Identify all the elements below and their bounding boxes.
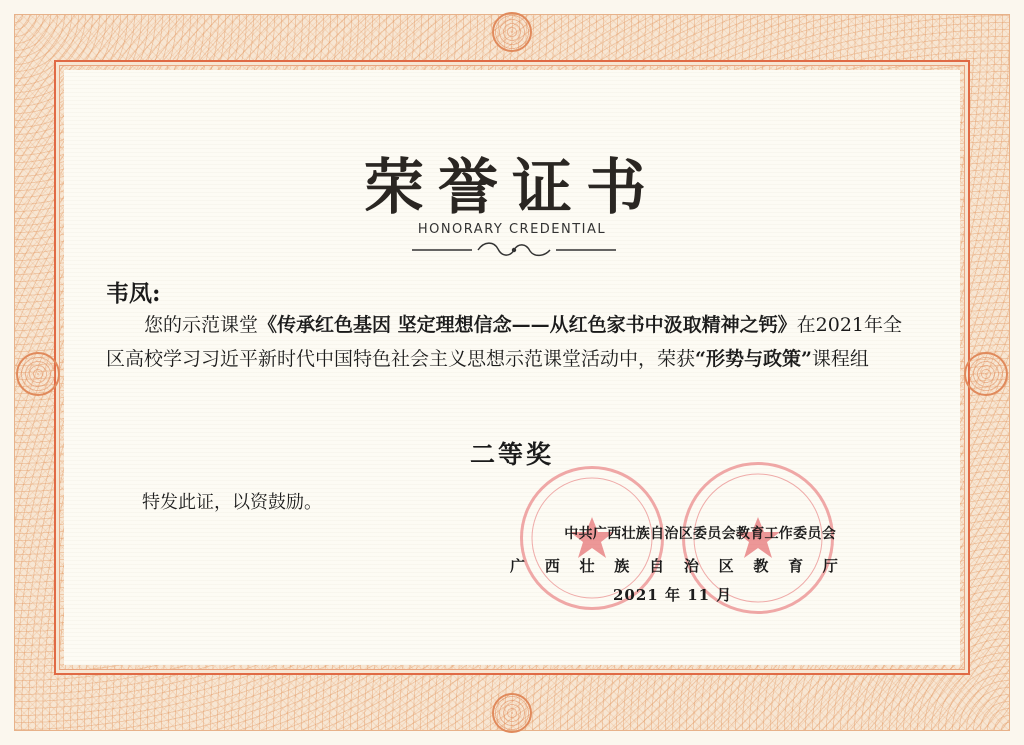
bottom-center-ornament (492, 693, 532, 733)
issuer-char: 西 (544, 557, 560, 575)
recipient-name: 韦凤: (106, 280, 161, 307)
closing-line: 特发此证，以资鼓励。 (142, 492, 322, 513)
certificate-subtitle: HONORARY CREDENTIAL (417, 222, 607, 237)
certificate-title: 荣誉证书 (364, 153, 660, 223)
issue-date: 2021 年 11 月 (613, 586, 733, 604)
issuer-char: 壮 (579, 557, 595, 575)
top-center-ornament (492, 12, 532, 52)
issuer-char: 育 (788, 557, 804, 575)
award-description (106, 308, 918, 376)
award-level: 二等奖 (469, 440, 554, 469)
issuer-char: 广 (510, 557, 526, 575)
issuer-char: 族 (614, 557, 630, 575)
left-side-ornament (16, 352, 60, 396)
issuer-char: 区 (718, 557, 734, 575)
right-side-ornament (964, 352, 1008, 396)
course-group-name: “形势与政策” (695, 348, 812, 370)
issuer-char: 治 (683, 557, 699, 575)
body-middle: 在2021年全区高校学习习近平新时代中国特色社会主义思想示范课堂活动中，荣获 (106, 314, 902, 370)
course-title: 《传承红色基因 坚定理想信念——从红色家书中汲取精神之钙》 (258, 314, 797, 336)
issuer-char: 自 (649, 557, 665, 575)
issuer-char: 教 (753, 557, 769, 575)
body-prefix: 您的示范课堂 (144, 314, 259, 336)
issuer-char: 厅 (822, 557, 838, 575)
issuer-department (510, 555, 838, 576)
issuer-committee: 中共广西壮族自治区委员会教育工作委员会 (564, 526, 836, 542)
body-end: 课程组 (811, 348, 869, 370)
flourish-ornament (412, 241, 616, 259)
